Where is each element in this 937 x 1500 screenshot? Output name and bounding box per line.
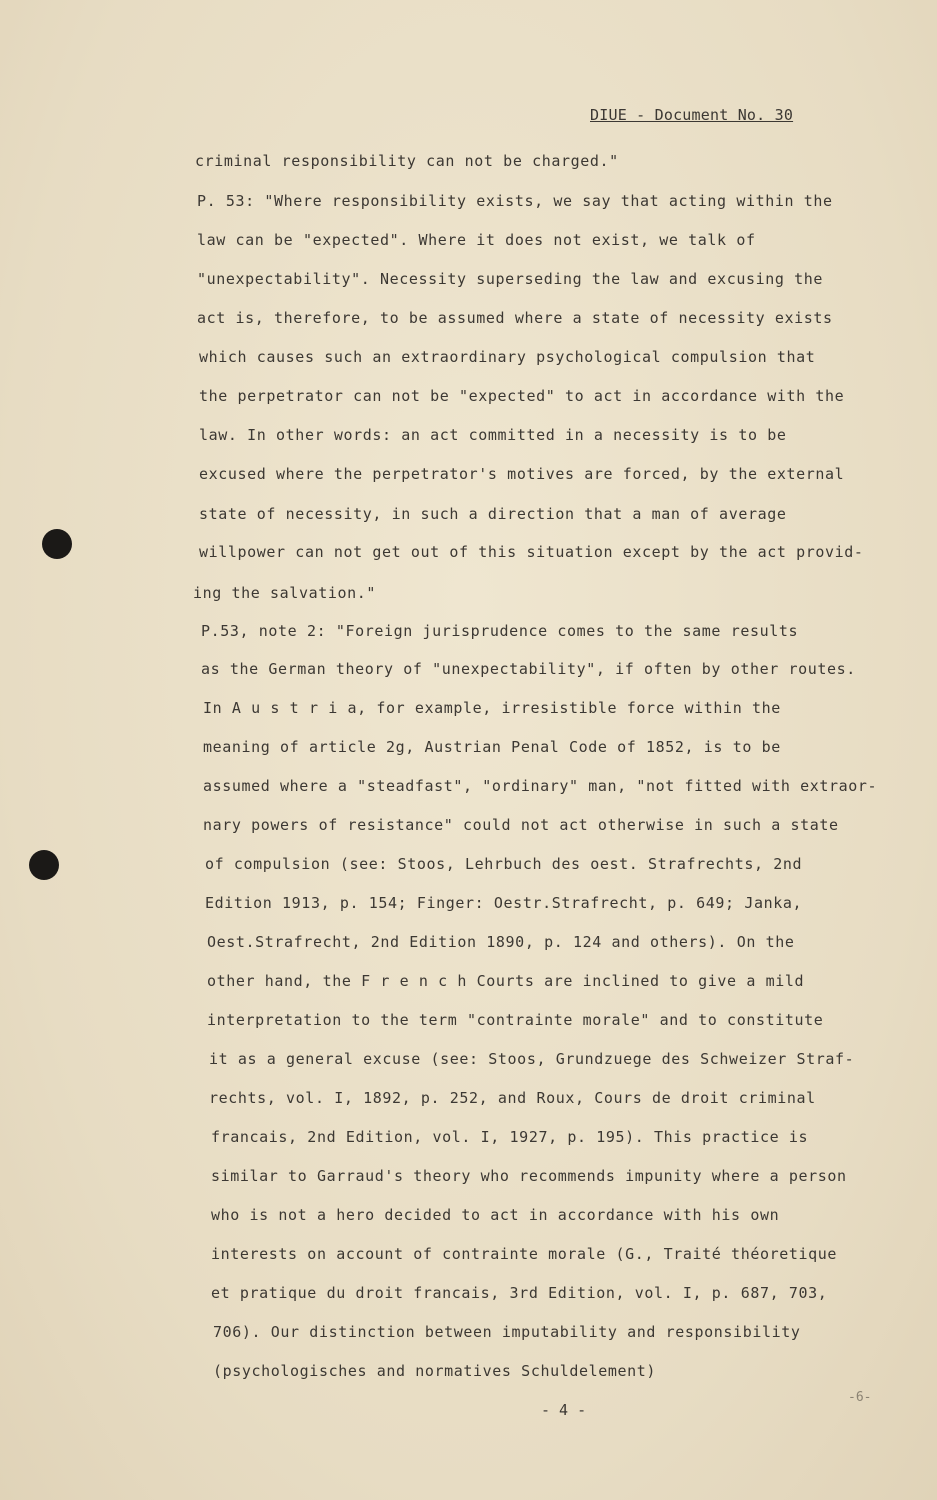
document-header: DIUE - Document No. 30 (590, 106, 794, 124)
text-line: Oest.Strafrecht, 2nd Edition 1890, p. 124 and others). On the (207, 933, 795, 951)
text-line: Edition 1913, p. 154; Finger: Oestr.Strafrecht, p. 649; Janka, (205, 894, 803, 912)
text-line: it as a general excuse (see: Stoos, Grundzuege des Schweizer Straf- (209, 1050, 855, 1068)
text-line: other hand, the F r e n c h Courts are inclined to give a mild (207, 972, 805, 990)
text-line: act is, therefore, to be assumed where a state of necessity exists (197, 309, 833, 327)
text-line: law can be "expected". Where it does not exist, we talk of (197, 231, 756, 249)
text-line: which causes such an extraordinary psychological compulsion that (199, 348, 816, 366)
corner-mark: -6- (848, 1390, 872, 1405)
punch-hole-lower (29, 850, 59, 880)
text-line: as the German theory of "unexpectability", if often by other routes. (201, 660, 856, 678)
text-line: excused where the perpetrator's motives are forced, by the external (199, 465, 845, 483)
text-line: meaning of article 2g, Austrian Penal Code of 1852, is to be (203, 738, 781, 756)
text-line: criminal responsibility can not be charged." (195, 152, 619, 170)
text-line: et pratique du droit francais, 3rd Edition, vol. I, p. 687, 703, (211, 1284, 828, 1302)
text-line: interpretation to the term "contrainte morale" and to constitute (207, 1011, 824, 1029)
text-line: francais, 2nd Edition, vol. I, 1927, p. 195). This practice is (211, 1128, 809, 1146)
punch-hole-upper (42, 529, 72, 559)
text-line: P.53, note 2: "Foreign jurisprudence comes to the same results (201, 622, 799, 640)
text-line: nary powers of resistance" could not act otherwise in such a state (203, 816, 839, 834)
text-line: P. 53: "Where responsibility exists, we say that acting within the (197, 192, 833, 210)
text-line: similar to Garraud's theory who recommends impunity where a person (211, 1167, 847, 1185)
text-line: "unexpectability". Necessity superseding the law and excusing the (197, 270, 823, 288)
text-line: ing the salvation." (193, 584, 376, 602)
text-line: state of necessity, in such a direction that a man of average (199, 505, 787, 523)
text-line: assumed where a "steadfast", "ordinary" man, "not fitted with extraor- (203, 777, 878, 795)
text-line: interests on account of contrainte morale (G., Traité théoretique (211, 1245, 837, 1263)
text-line: law. In other words: an act committed in a necessity is to be (199, 426, 787, 444)
text-line: of compulsion (see: Stoos, Lehrbuch des oest. Strafrechts, 2nd (205, 855, 803, 873)
text-line: who is not a hero decided to act in accordance with his own (211, 1206, 780, 1224)
page-number: - 4 - (541, 1401, 587, 1419)
text-line: the perpetrator can not be "expected" to act in accordance with the (199, 387, 845, 405)
text-line: willpower can not get out of this situation except by the act provid- (199, 543, 864, 561)
text-line: rechts, vol. I, 1892, p. 252, and Roux, Cours de droit criminal (209, 1089, 816, 1107)
text-line: 706). Our distinction between imputability and responsibility (213, 1323, 801, 1341)
text-line: In A u s t r i a, for example, irresistible force within the (203, 699, 781, 717)
text-line: (psychologisches and normatives Schuldelement) (213, 1362, 657, 1380)
